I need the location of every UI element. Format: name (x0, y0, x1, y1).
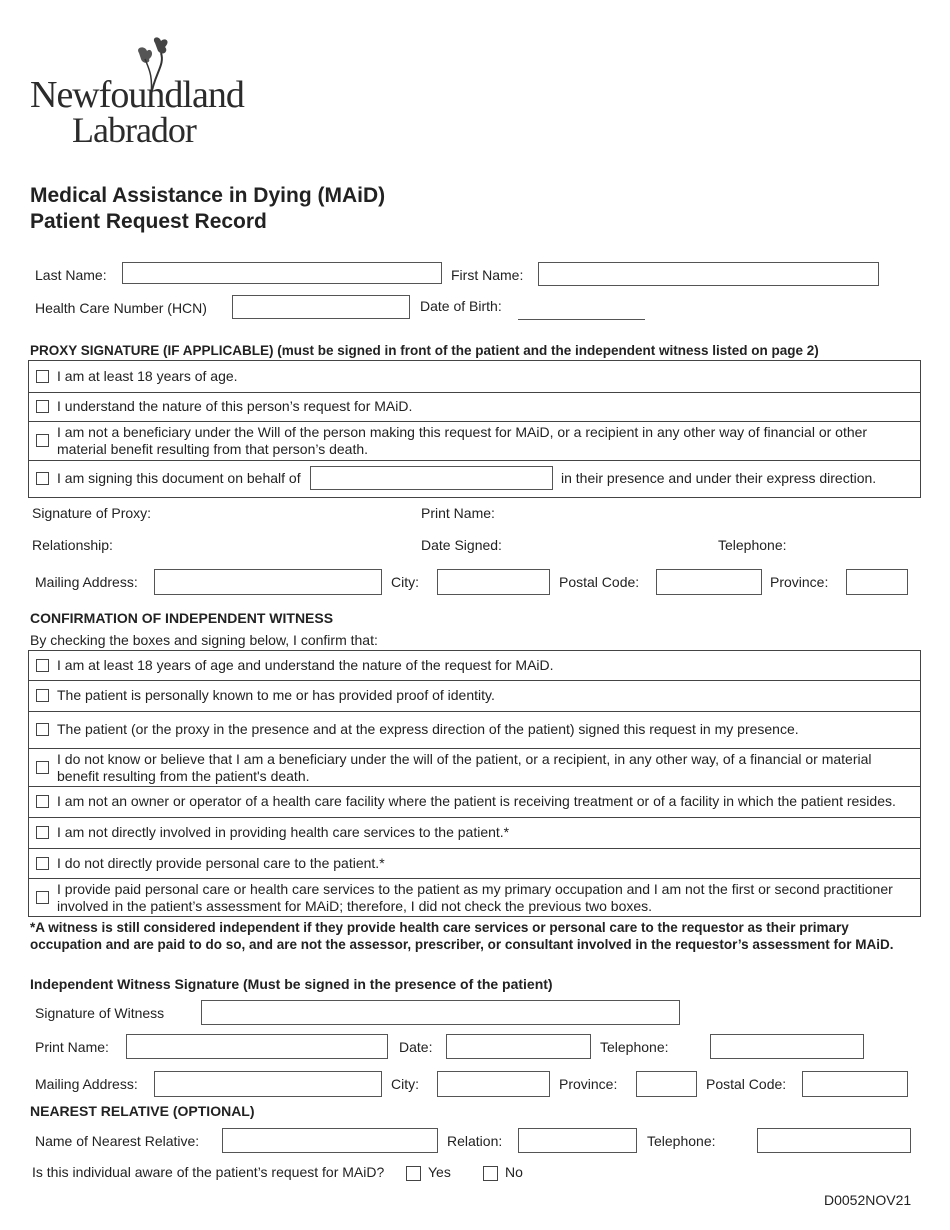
witness-item (28, 818, 921, 849)
witness-province-label: Province: (559, 1076, 618, 1092)
witness-item-text: The patient (or the proxy in the presence and at the express direction of the patient) signed this request in my presence. (57, 721, 799, 737)
witness-checkbox[interactable] (36, 857, 49, 870)
proxy-mailing-field[interactable] (154, 569, 382, 595)
witness-item (28, 849, 921, 879)
witness-checkbox[interactable] (36, 891, 49, 904)
proxy-item-text: I am not a beneficiary under the Will of the person making this request for MAiD, or a recipient in any other way of financial or other material benefit resulting from that person’s death. (57, 424, 868, 457)
witness-mailing-field[interactable] (154, 1071, 382, 1097)
relative-relation-field[interactable] (518, 1128, 637, 1153)
page-title (30, 183, 385, 235)
proxy-item (28, 461, 921, 498)
witness-heading: CONFIRMATION OF INDEPENDENT WITNESS (30, 610, 334, 626)
relative-telephone-label: Telephone: (647, 1133, 716, 1149)
relative-name-label: Name of Nearest Relative: (35, 1133, 200, 1149)
witness-checkbox[interactable] (36, 795, 49, 808)
aware-no-label: No (505, 1164, 523, 1180)
relative-heading: NEAREST RELATIVE (OPTIONAL) (30, 1103, 255, 1119)
witness-mailing-label: Mailing Address: (35, 1076, 138, 1092)
proxy-postal-field[interactable] (656, 569, 762, 595)
proxy-province-field[interactable] (846, 569, 908, 595)
aware-yes-label: Yes (428, 1164, 451, 1180)
relative-relation-label: Relation: (447, 1133, 503, 1149)
witness-signature-heading: Independent Witness Signature (Must be signed in the presence of the patient) (30, 976, 553, 992)
witness-item (28, 650, 921, 681)
proxy-item-text: I am at least 18 years of age. (57, 368, 238, 384)
witness-item-text: I am not directly involved in providing health care services to the patient.* (57, 824, 510, 840)
witness-item-text: I am not an owner or operator of a health care facility where the patient is receiving treatment or of a facility in which the patient resides. (57, 793, 896, 809)
proxy-item (28, 393, 921, 422)
witness-postal-field[interactable] (802, 1071, 908, 1097)
witness-item-text: I do not know or believe that I am a beneficiary under the will of the patient, or a recipient, in any other way, of a financial or material benefit resulting from the patient's death. (57, 751, 872, 784)
logo (30, 35, 260, 150)
witness-item (28, 712, 921, 749)
proxy-item (28, 360, 921, 393)
witness-date-field[interactable] (446, 1034, 591, 1059)
hcn-field[interactable] (232, 295, 410, 319)
proxy-postal-label: Postal Code: (559, 574, 640, 590)
witness-checkbox[interactable] (36, 689, 49, 702)
dob-field[interactable] (518, 319, 645, 320)
witness-checkbox[interactable] (36, 659, 49, 672)
aware-yes-checkbox[interactable] (406, 1166, 421, 1181)
relative-telephone-field[interactable] (757, 1128, 911, 1153)
witness-item (28, 681, 921, 712)
proxy-date-signed-label: Date Signed: (421, 537, 502, 553)
last-name-field[interactable] (122, 262, 442, 284)
witness-signature-field[interactable] (201, 1000, 680, 1025)
first-name-field[interactable] (538, 262, 879, 286)
proxy-telephone-label: Telephone: (718, 537, 787, 553)
proxy-item-text: I understand the nature of this person’s request for MAiD. (57, 398, 413, 414)
proxy-city-field[interactable] (437, 569, 550, 595)
relative-name-field[interactable] (222, 1128, 438, 1153)
proxy-checkbox[interactable] (36, 434, 49, 447)
title-line-2: Patient Request Record (30, 210, 267, 233)
last-name-label: Last Name: (35, 267, 107, 283)
proxy-mailing-label: Mailing Address: (35, 574, 138, 590)
first-name-label: First Name: (451, 267, 524, 283)
proxy-relationship-label: Relationship: (32, 537, 113, 553)
witness-item-text: The patient is personally known to me or has provided proof of identity. (57, 687, 495, 703)
witness-item-text: I do not directly provide personal care to the patient.* (57, 855, 385, 871)
proxy-signature-label: Signature of Proxy: (32, 505, 152, 521)
witness-checkbox[interactable] (36, 723, 49, 736)
proxy-behalf-suffix: in their presence and under their express direction. (561, 470, 877, 486)
witness-print-name-label: Print Name: (35, 1039, 109, 1055)
logo-line-2: Labrador (72, 110, 196, 150)
witness-item (28, 749, 921, 787)
witness-print-name-field[interactable] (126, 1034, 388, 1059)
witness-province-field[interactable] (636, 1071, 697, 1097)
witness-item (28, 879, 921, 917)
witness-city-field[interactable] (437, 1071, 550, 1097)
relative-aware-question: Is this individual aware of the patient’s request for MAiD? (32, 1164, 385, 1180)
form-code: D0052NOV21 (824, 1192, 912, 1208)
proxy-heading: PROXY SIGNATURE (IF APPLICABLE) (must be signed in front of the patient and the independent witness listed on page 2) (30, 343, 819, 358)
logo-line-1: Newfoundland (30, 74, 244, 116)
witness-checkbox[interactable] (36, 826, 49, 839)
proxy-checkbox[interactable] (36, 472, 49, 485)
witness-item-text: I am at least 18 years of age and understand the nature of the request for MAiD. (57, 657, 554, 673)
proxy-print-name-label: Print Name: (421, 505, 495, 521)
dob-label: Date of Birth: (420, 298, 502, 314)
witness-item-text: I provide paid personal care or health care services to the patient as my primary occupation and I am not the first or second practitioner involved in the patient’s assessment for MAiD; therefore, I did not check the previous two boxes. (57, 881, 893, 914)
hcn-label: Health Care Number (HCN) (35, 300, 207, 316)
proxy-checkbox[interactable] (36, 370, 49, 383)
witness-city-label: City: (391, 1076, 419, 1092)
witness-telephone-field[interactable] (710, 1034, 864, 1059)
witness-item (28, 787, 921, 818)
aware-no-checkbox[interactable] (483, 1166, 498, 1181)
title-line-1: Medical Assistance in Dying (MAiD) (30, 184, 386, 207)
proxy-city-label: City: (391, 574, 419, 590)
witness-postal-label: Postal Code: (706, 1076, 787, 1092)
witness-checkbox[interactable] (36, 761, 49, 774)
proxy-item-text: I am signing this document on behalf of (57, 470, 301, 486)
proxy-behalf-field[interactable] (310, 466, 553, 490)
proxy-item (28, 422, 921, 461)
witness-telephone-label: Telephone: (600, 1039, 669, 1055)
witness-date-label: Date: (399, 1039, 433, 1055)
witness-note: *A witness is still considered independent if they provide health care services or personal care to the requestor as their primary occupation and are paid to do so, and are not the assessor, prescriber, or consultant involved in the requestor’s assessment for MAiD. (30, 920, 894, 952)
proxy-province-label: Province: (770, 574, 829, 590)
witness-intro: By checking the boxes and signing below, I confirm that: (30, 632, 378, 648)
witness-signature-label: Signature of Witness (35, 1005, 165, 1021)
proxy-checkbox[interactable] (36, 400, 49, 413)
